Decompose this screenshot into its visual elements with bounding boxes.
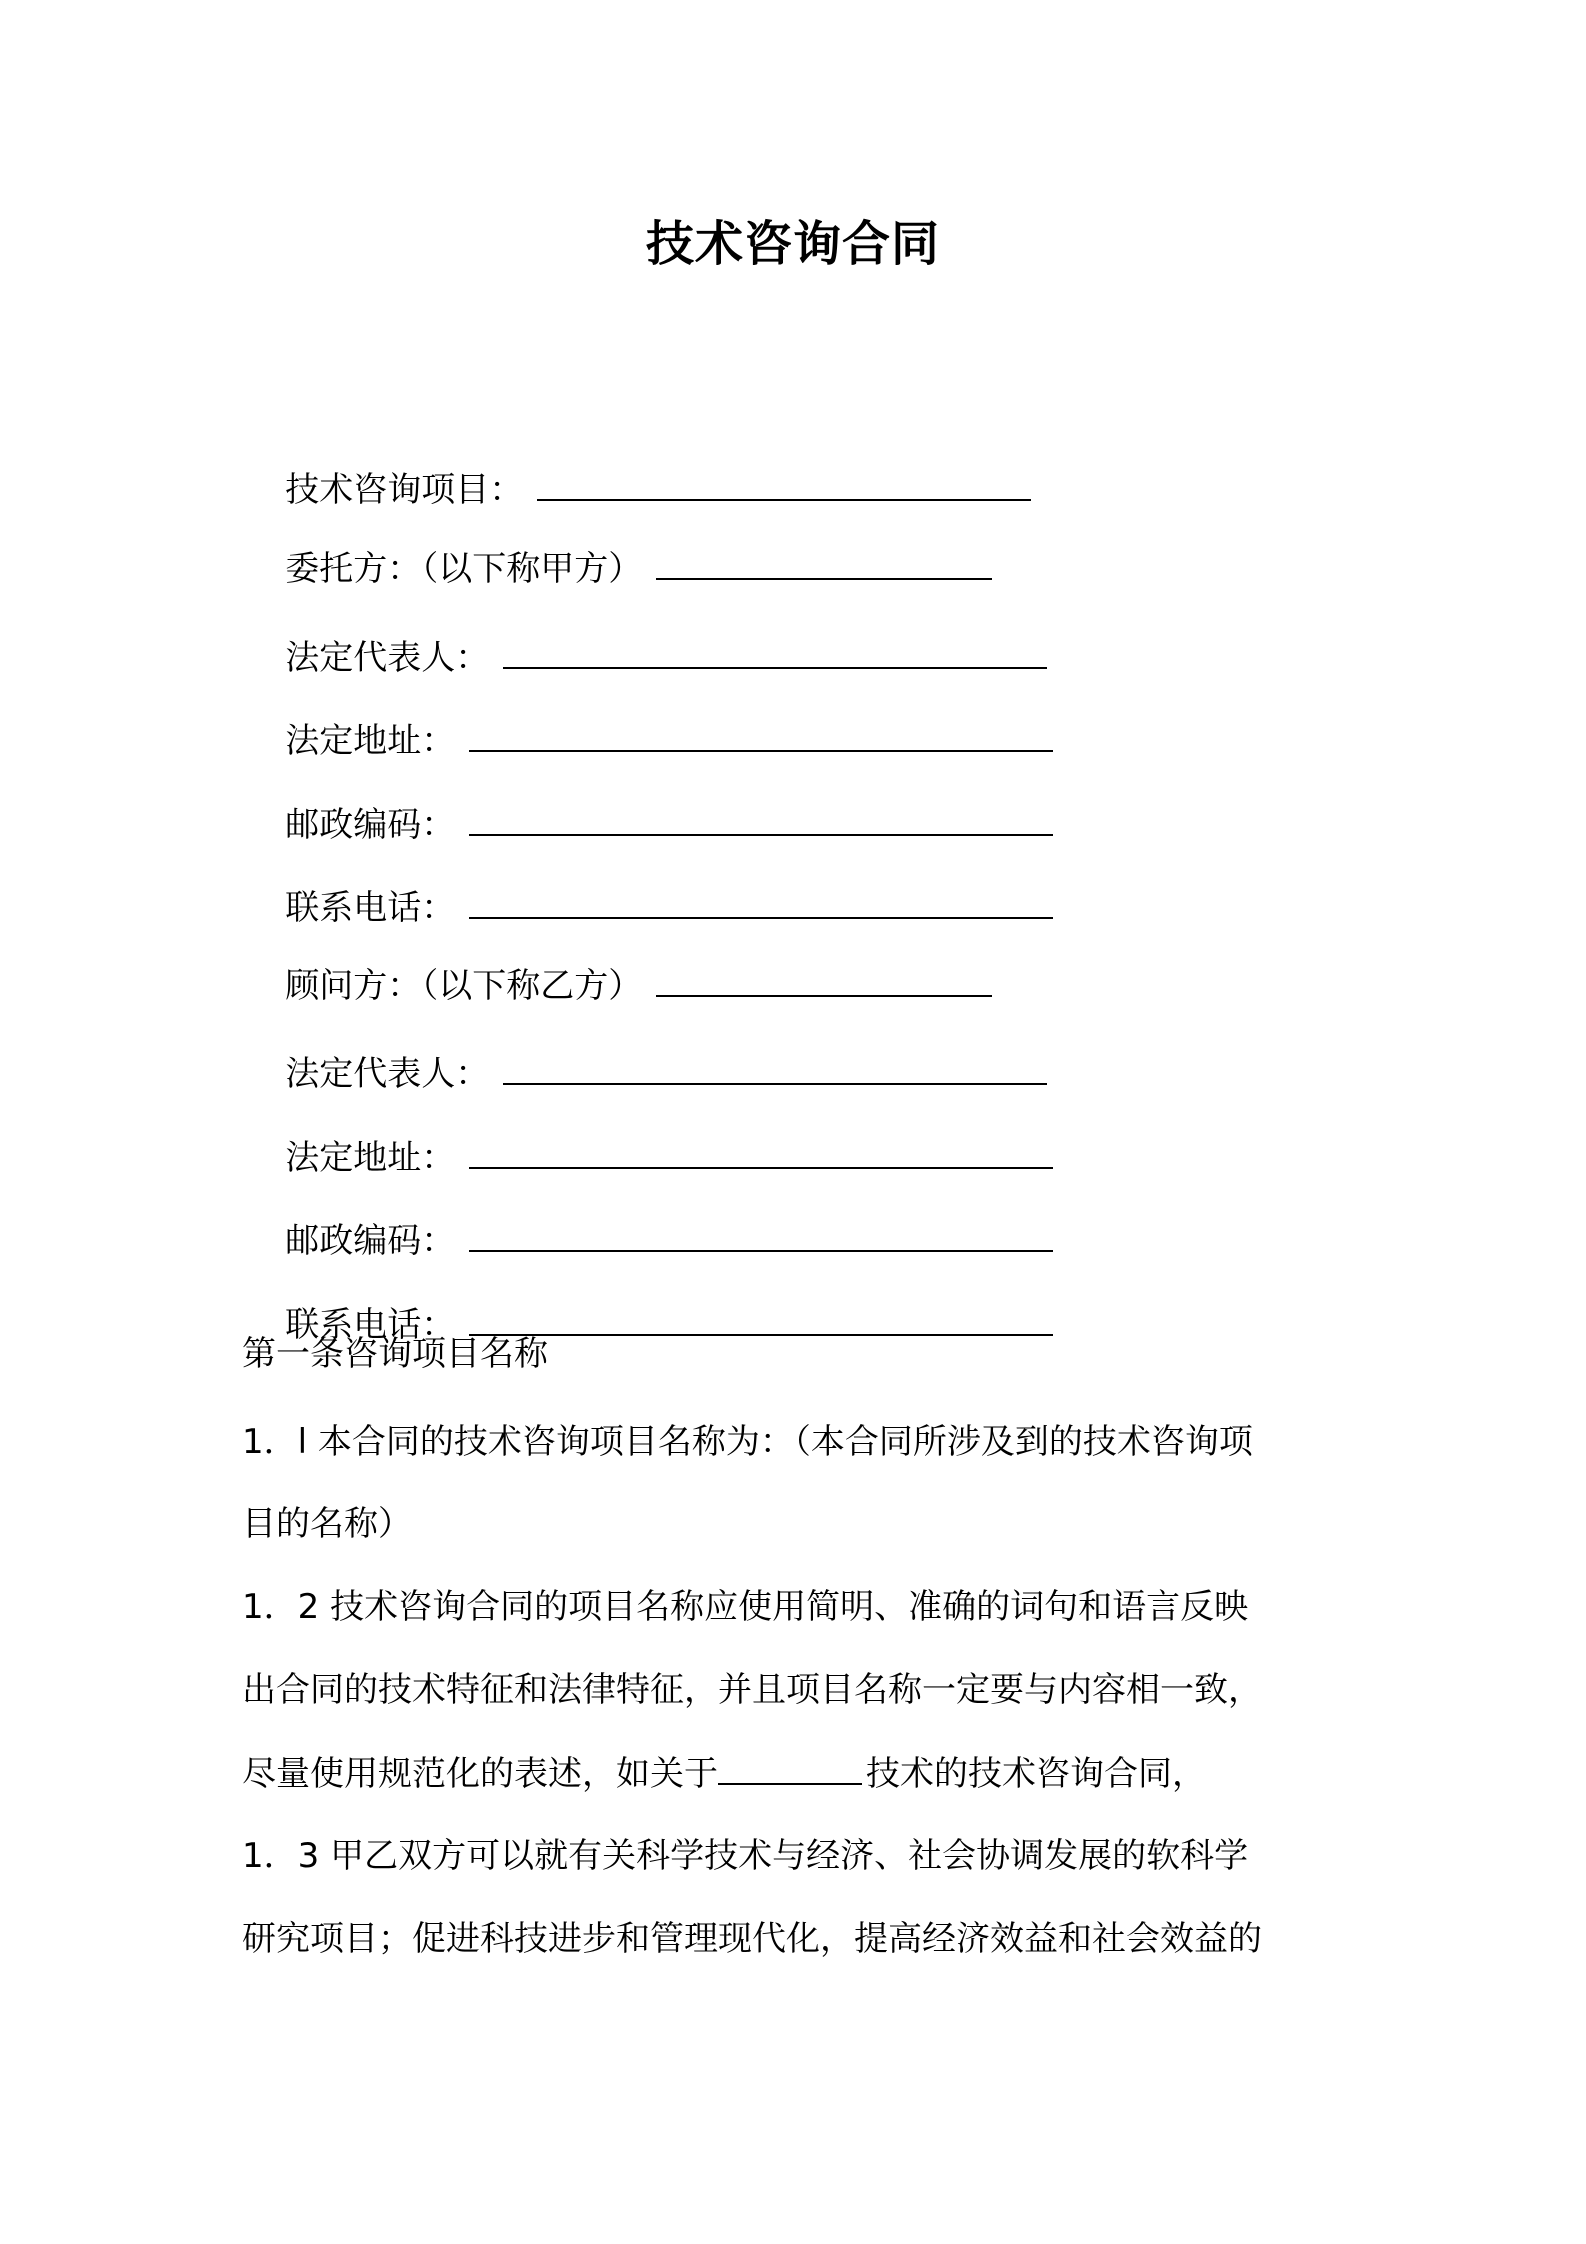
article-1-2-line-1: 1．2 技术咨询合同的项目名称应使用简明、准确的词句和语言反映: [242, 1587, 1249, 1627]
field-label: 联系电话：: [285, 888, 456, 928]
article-1-2-line-2: 出合同的技术特征和法律特征，并且项目名称一定要与内容相一致，: [242, 1670, 1262, 1710]
article-1-1-line-2: 目的名称）: [242, 1504, 412, 1544]
field-label: 联系电话：: [285, 1305, 456, 1345]
field-label: 法定代表人：: [285, 638, 490, 678]
field-label: 邮政编码：: [285, 805, 456, 845]
blank-consultant-address[interactable]: [469, 1133, 1053, 1169]
field-label: 邮政编码：: [285, 1221, 456, 1261]
field-label: 委托方：（以下称甲方）: [285, 549, 643, 589]
blank-technology[interactable]: [718, 1749, 862, 1785]
blank-client[interactable]: [656, 544, 992, 580]
article-1-1-line-1: 1．l 本合同的技术咨询项目名称为：（本合同所涉及到的技术咨询项: [242, 1422, 1253, 1462]
article-1-3-line-2: 研究项目；促进科技进步和管理现代化，提高经济效益和社会效益的: [242, 1919, 1262, 1959]
blank-client-postcode[interactable]: [469, 800, 1053, 836]
field-label: 法定地址：: [285, 721, 456, 761]
article-1-2-line-3-after: 技术的技术咨询合同，: [866, 1754, 1206, 1794]
blank-client-legal-rep[interactable]: [503, 633, 1047, 669]
article-1-heading: 第一条咨询项目名称: [242, 1334, 548, 1374]
article-1-2-line-3-before: 尽量使用规范化的表述，如关于: [242, 1754, 718, 1794]
field-label: 顾问方：（以下称乙方）: [285, 966, 643, 1006]
field-label: 技术咨询项目：: [285, 470, 524, 510]
article-1-2-line-3: [242, 1749, 1206, 1798]
blank-consultant-postcode[interactable]: [469, 1216, 1053, 1252]
field-label: 法定代表人：: [285, 1054, 490, 1094]
blank-consultant-phone[interactable]: [469, 1300, 1053, 1336]
blank-consultant[interactable]: [656, 961, 992, 997]
document-title: 技术咨询合同: [645, 216, 940, 272]
article-1-3-line-1: 1．3 甲乙双方可以就有关科学技术与经济、社会协调发展的软科学: [242, 1836, 1249, 1876]
blank-consultant-legal-rep[interactable]: [503, 1049, 1047, 1085]
blank-client-address[interactable]: [469, 716, 1053, 752]
field-label: 法定地址：: [285, 1138, 456, 1178]
